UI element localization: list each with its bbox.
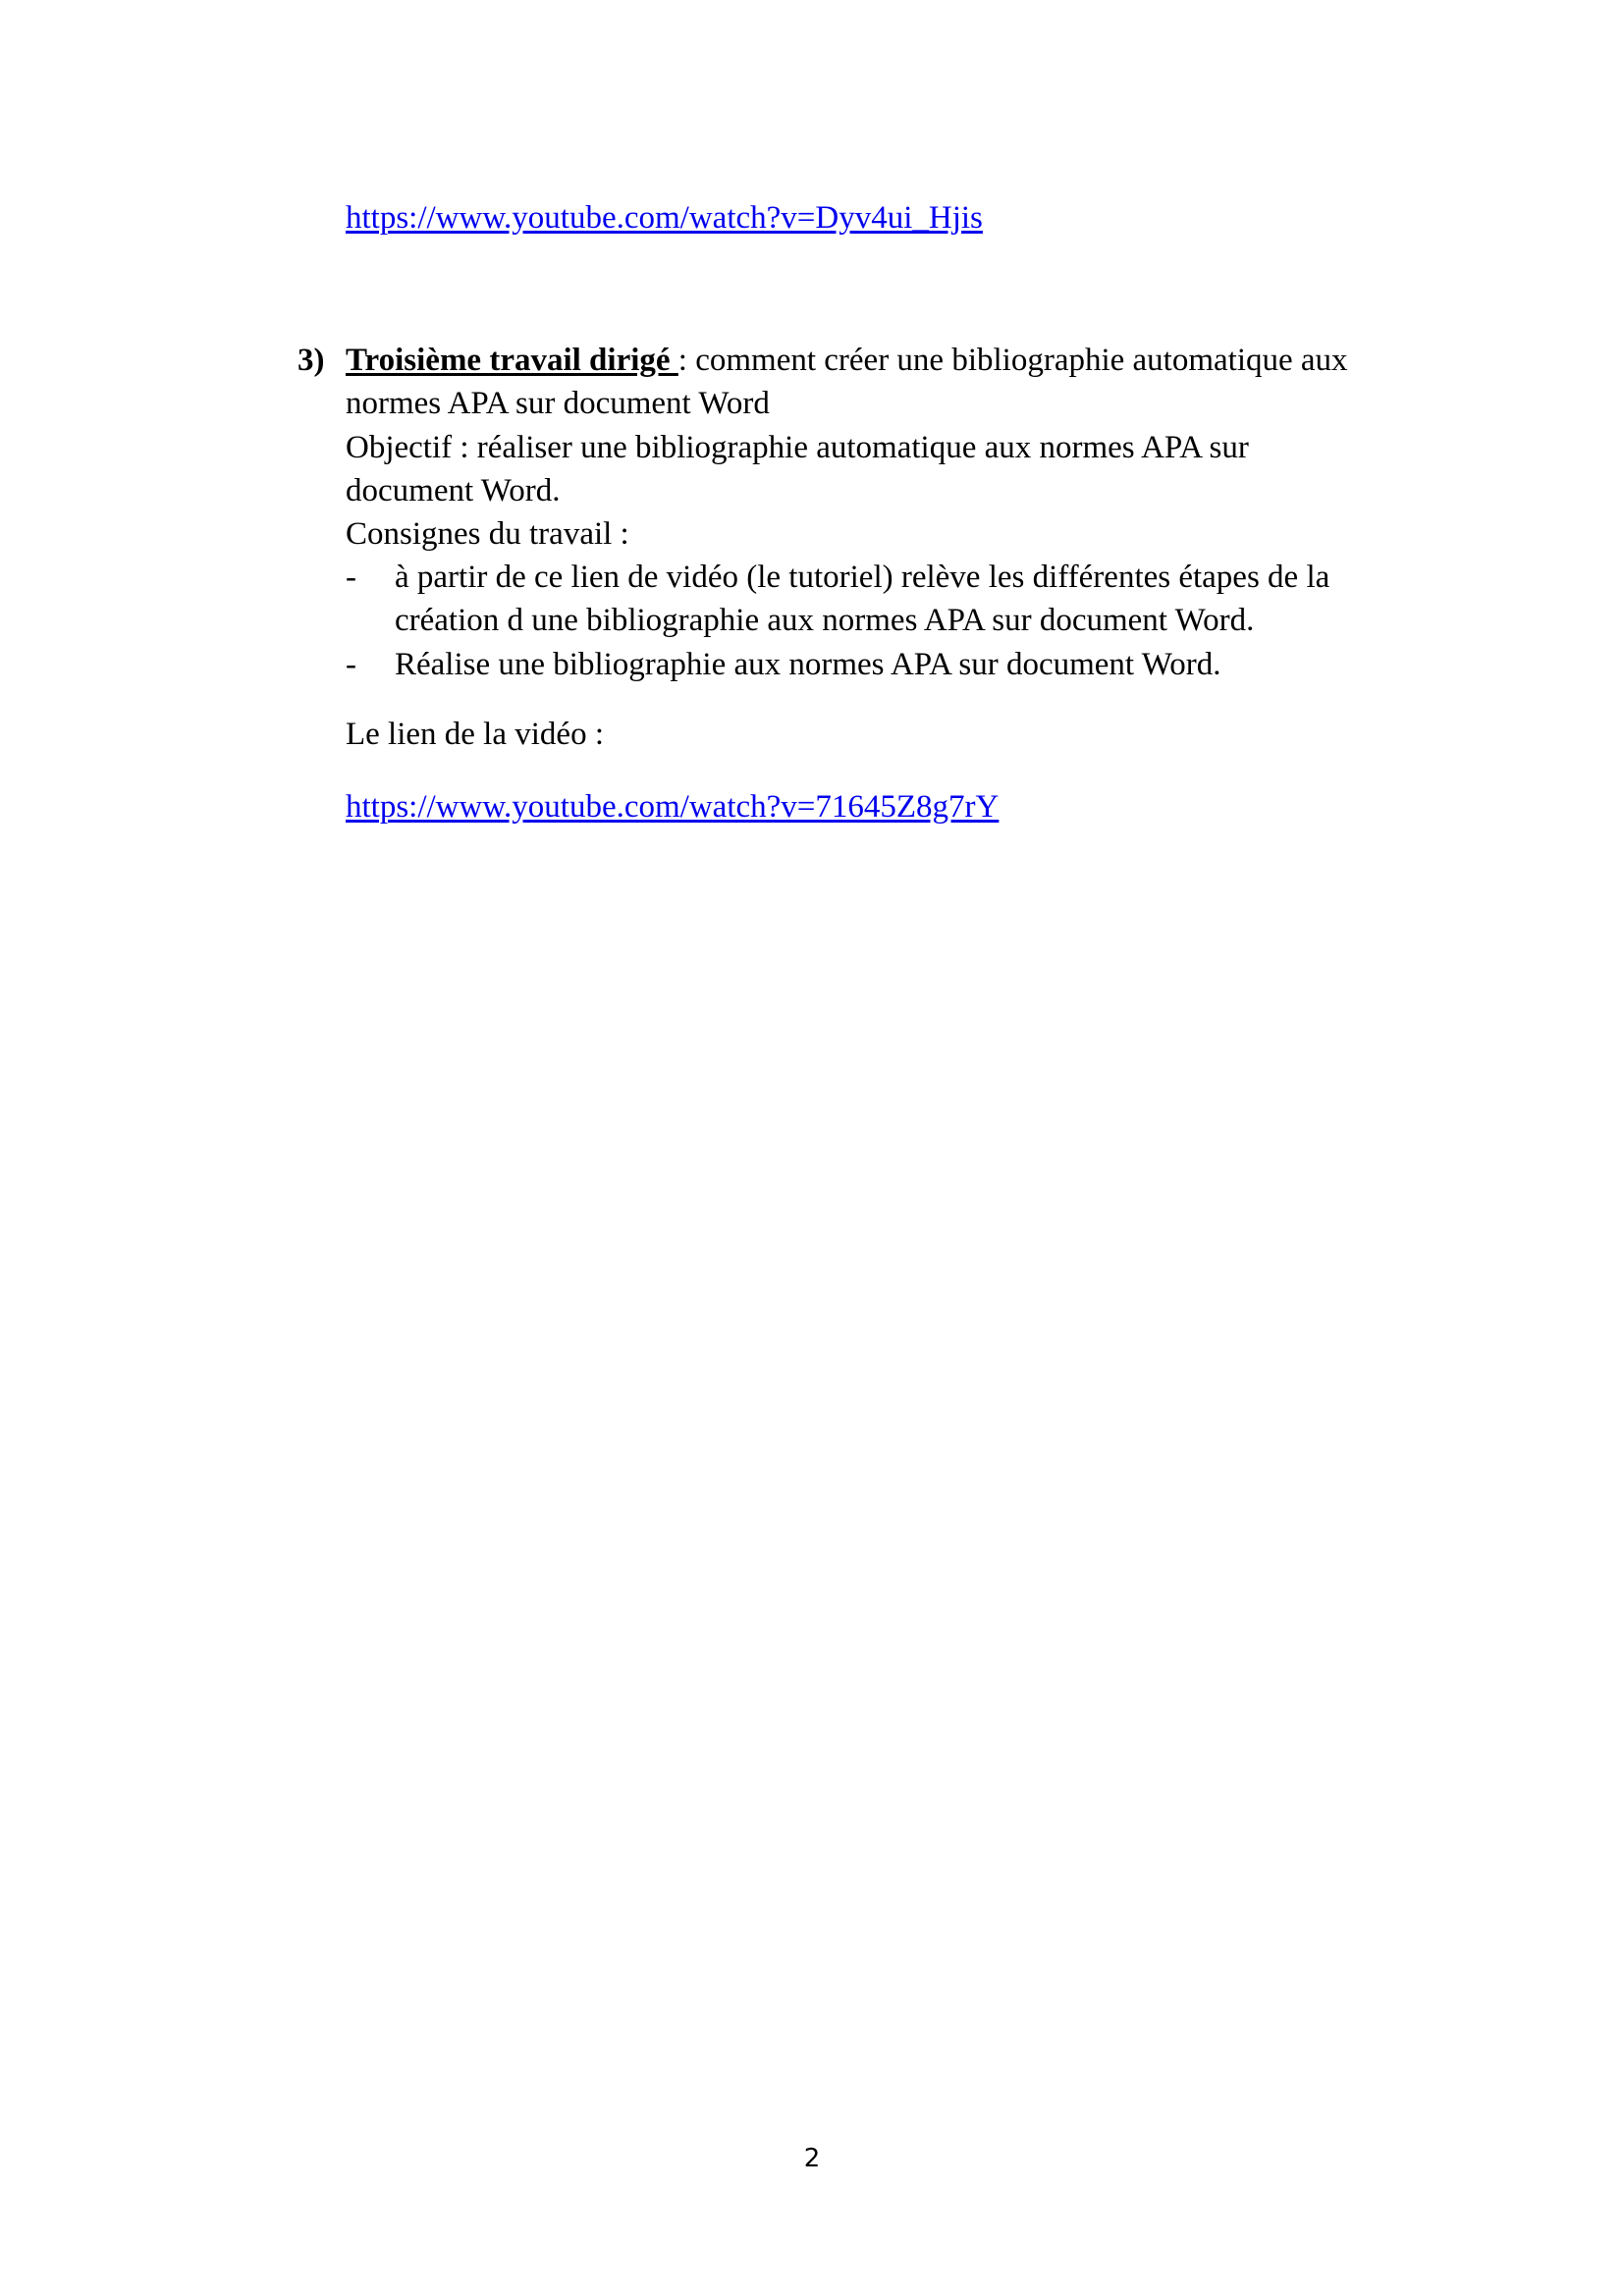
video-link-line (346, 785, 999, 828)
top-link-line (346, 196, 983, 240)
bullet-1-line-2: création d une bibliographie aux normes APA sur document Word. (395, 603, 1255, 638)
bullet-marker: - (346, 647, 356, 682)
bullet-1-line-1: à partir de ce lien de vidéo (le tutoriel) relève les différentes étapes de la (395, 560, 1330, 595)
section-title-rest: : comment créer une bibliographie automatique aux (677, 343, 1348, 378)
section-number: 3) (298, 343, 325, 378)
section-title-line (346, 339, 1348, 382)
page-number: 2 (803, 2144, 821, 2173)
video-label: Le lien de la vidéo : (346, 717, 604, 752)
section-title: Troisième travail dirigé (346, 343, 678, 378)
video-youtube-link[interactable]: https://www.youtube.com/watch?v=71645Z8g7rY (346, 789, 1000, 825)
bullet-2-line-1: Réalise une bibliographie aux normes APA sur document Word. (395, 647, 1221, 682)
top-youtube-link[interactable]: https://www.youtube.com/watch?v=Dyv4ui_Hjis (346, 200, 983, 236)
objective-line-2: document Word. (346, 473, 561, 508)
objective-line-1: Objectif : réaliser une bibliographie automatique aux normes APA sur (346, 430, 1249, 465)
bullet-marker: - (346, 560, 356, 595)
instructions-heading: Consignes du travail : (346, 516, 629, 552)
section-title-continuation: normes APA sur document Word (346, 386, 770, 421)
